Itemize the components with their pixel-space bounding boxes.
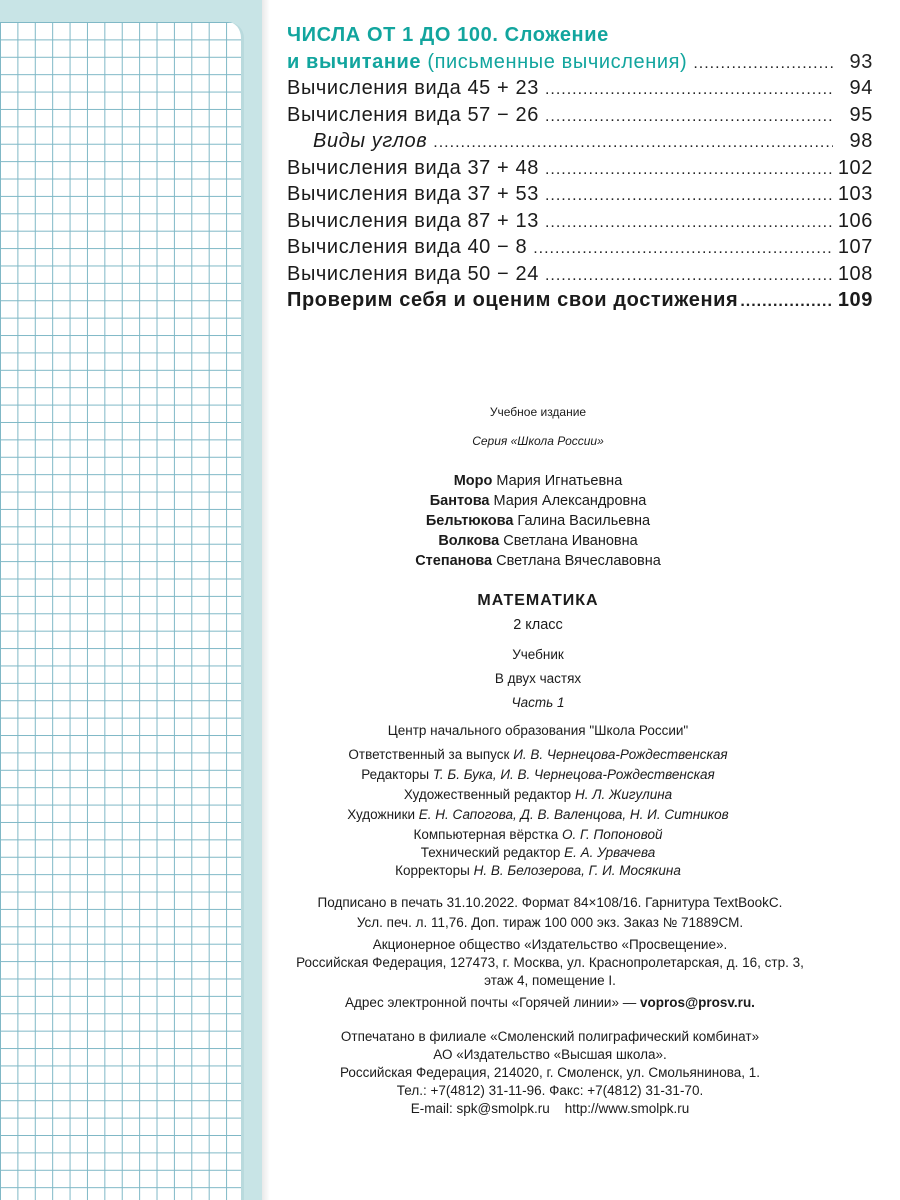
toc-page-number: 109 <box>837 289 873 311</box>
toc-page-number: 107 <box>837 236 873 258</box>
author-surname: Бельтюкова <box>425 513 514 529</box>
series-name: Серия «Школа России» <box>472 434 604 448</box>
printer-info: Российская Федерация, 214020, г. Смоленск, ул. Смольянинова, 1. <box>339 1065 761 1080</box>
author-line <box>218 510 858 532</box>
toc-row-label: Виды углов <box>313 130 428 152</box>
author-surname: Степанова <box>415 553 493 569</box>
credit-line <box>218 746 858 764</box>
toc-row <box>287 210 873 237</box>
author-line <box>218 550 858 572</box>
author-line <box>218 470 858 492</box>
author-name: Галина Васильевна <box>517 513 651 529</box>
author-name: Светлана Ивановна <box>503 533 638 549</box>
credit-role: Компьютерная вёрстка <box>413 827 559 842</box>
credit-names: Н. Л. Жигулина <box>574 787 673 802</box>
printer-info: АО «Издательство «Высшая школа». <box>433 1047 667 1062</box>
book-type: Учебник <box>512 647 564 662</box>
book-parts: В двух частях <box>494 671 582 686</box>
toc-page-number: 93 <box>849 50 873 73</box>
author-line <box>218 530 858 552</box>
author-surname: Моро <box>453 473 493 489</box>
print-info: Усл. печ. л. 11,76. Доп. тираж 100 000 экз. Заказ № 71889СМ. <box>356 915 744 930</box>
toc-row <box>287 104 873 131</box>
toc-page-number: 95 <box>849 103 873 126</box>
credit-role: Художественный редактор <box>403 787 572 802</box>
toc-page-number: 102 <box>837 156 873 179</box>
publisher-info: Акционерное общество «Издательство «Просвещение». <box>372 937 728 952</box>
book-title: МАТЕМАТИКА <box>477 592 599 609</box>
credit-names: Е. А. Урвачева <box>564 845 656 860</box>
credit-names: Н. В. Белозерова, Г. И. Мосякина <box>473 863 681 878</box>
publisher-info: этаж 4, помещение I. <box>484 973 616 988</box>
section-title-text: ЧИСЛА ОТ 1 ДО 100. Сложение <box>287 24 609 46</box>
publishing-center: Центр начального образования "Школа России" <box>387 723 689 738</box>
author-name: Светлана Вячеславовна <box>496 553 661 569</box>
credit-names: Т. Б. Бука, И. В. Чернецова-Рождественская <box>432 767 715 782</box>
toc-row-label: Вычисления вида 50 − 24 <box>287 262 539 285</box>
toc-section-title-line-2 <box>287 51 873 78</box>
toc-row <box>287 130 873 157</box>
toc-row <box>287 236 873 263</box>
credit-line <box>218 862 858 880</box>
book-grade: 2 класс <box>513 617 563 633</box>
credit-line <box>218 844 858 862</box>
print-info: Подписано в печать 31.10.2022. Формат 84×108/16. Гарнитура TextBookC. <box>317 895 783 910</box>
table-of-contents <box>287 24 873 316</box>
credit-role: Технический редактор <box>420 845 561 860</box>
toc-row-label: Вычисления вида 45 + 23 <box>287 77 539 99</box>
grid-paper-background <box>0 22 244 1200</box>
edition-type: Учебное издание <box>489 405 587 419</box>
credit-names: Е. Н. Сапогова, Д. В. Валенцова, Н. И. Ситников <box>418 807 729 822</box>
credit-role: Художники <box>347 807 416 822</box>
publisher-info: Российская Федерация, 127473, г. Москва, ул. Краснопролетарская, д. 16, стр. 3, <box>296 955 804 970</box>
toc-row-label: Вычисления вида 37 + 48 <box>287 156 539 179</box>
credit-line <box>218 786 858 804</box>
toc-page-number: 94 <box>849 77 873 99</box>
author-name: Мария Игнатьевна <box>496 473 623 489</box>
toc-page-number: 98 <box>849 130 873 152</box>
toc-row-label: Вычисления вида 87 + 13 <box>287 209 539 232</box>
toc-row-label: Вычисления вида 40 − 8 <box>287 236 528 258</box>
credit-line <box>218 806 858 824</box>
toc-row <box>287 77 873 104</box>
toc-row <box>287 157 873 184</box>
toc-row-label: Проверим себя и оценим свои достижения <box>287 289 739 311</box>
section-title-text-2: и вычитание <box>287 50 422 73</box>
hotline-text: Адрес электронной почты «Горячей линии» — <box>345 995 637 1010</box>
hotline-email: vopros@prosv.ru. <box>640 995 755 1010</box>
toc-page-number: 108 <box>837 262 873 285</box>
credit-names: О. Г. Попоновой <box>562 827 663 842</box>
toc-row-label: Вычисления вида 37 + 53 <box>287 183 539 205</box>
author-surname: Волкова <box>438 533 500 549</box>
printer-contacts: E-mail: spk@smolpk.ru http://www.smolpk.ru <box>410 1101 690 1116</box>
author-surname: Бантова <box>429 493 490 509</box>
hotline-line <box>230 994 870 1012</box>
toc-section-title-line-1 <box>287 24 873 51</box>
toc-page-number: 106 <box>837 209 873 232</box>
author-line <box>218 490 858 512</box>
toc-page-number: 103 <box>837 183 873 205</box>
printer-info: Тел.: +7(4812) 31-11-96. Факс: +7(4812) 31-31-70. <box>396 1083 704 1098</box>
credit-role: Ответственный за выпуск <box>348 747 510 762</box>
credit-role: Корректоры <box>395 863 470 878</box>
credit-names: И. В. Чернецова-Рождественская <box>513 747 728 762</box>
printer-info: Отпечатано в филиале «Смоленский полиграфический комбинат» <box>340 1029 760 1044</box>
book-part: Часть 1 <box>511 695 565 710</box>
section-title-paren: (письменные вычисления) <box>427 50 688 73</box>
credit-role: Редакторы <box>361 767 430 782</box>
credit-line <box>218 766 858 784</box>
toc-row <box>287 289 873 316</box>
toc-row-label: Вычисления вида 57 − 26 <box>287 103 539 126</box>
author-name: Мария Александровна <box>493 493 647 509</box>
toc-row <box>287 183 873 210</box>
toc-row <box>287 263 873 290</box>
credit-line <box>218 826 858 844</box>
